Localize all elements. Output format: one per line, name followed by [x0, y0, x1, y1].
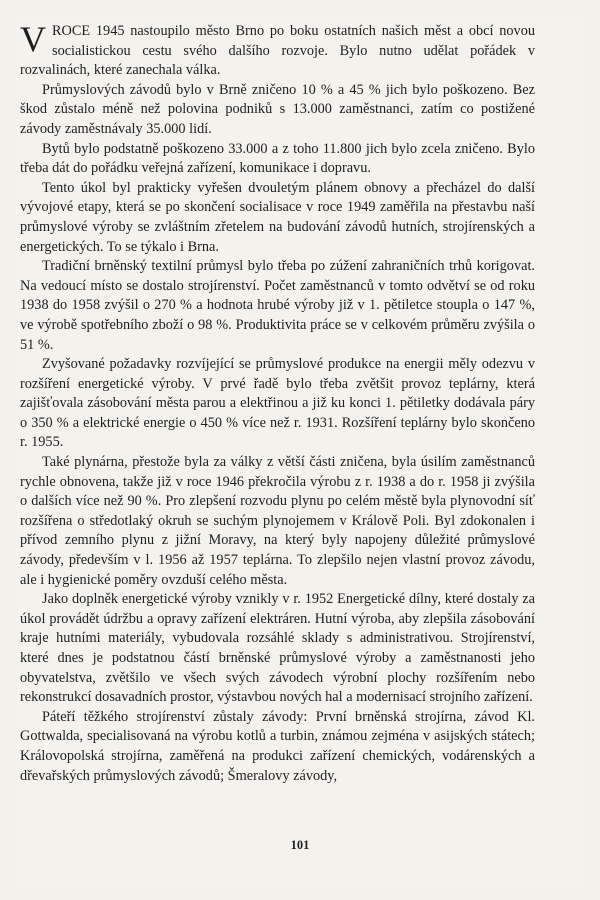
paragraph-1 — [20, 19, 535, 81]
page-number: 101 — [290, 838, 310, 852]
paragraph-6: Zvyšované požadavky rozvíjející se průmyslové produkce na energii měly odezvu v rozšíření energetické výroby. V prvé řadě bylo třeba zvětšit provoz teplárny, která zajišťovala zásobování města parou a elektřinou a již ku konci 1. pětiletky dodávala páry o 350 % a elektrické energie o 450 % více než r. 1931. Rozšíření teplárny bylo skončeno r. 1955. — [20, 356, 535, 451]
paragraph-8: Jako doplněk energetické výroby vznikly v r. 1952 Energetické dílny, které dostaly za úkol provádět údržbu a opravy zařízení elektráren. Hutní výroba, aby zlepšila zásobování kraje hutními materiály, vybudovala rozsáhlé sklady s administrativou. Strojírenství, které dnes je podstatnou částí brněnské průmyslové výroby a zaměstnanosti jeho obyvatelstva, zvětšilo ve všech svých závodech výrobní plochy rozšířením nebo rekonstrukcí dosavadních prostor, výstavbou nových hal a modernisací strojního zařízení. — [20, 591, 535, 706]
paragraph-9: Páteří těžkého strojírenství zůstaly závody: První brněnská strojírna, závod Kl. Gottwalda, specialisovaná na výrobu kotlů a turbin, známou zejména v asijských státech; Královopolská strojírna, zaměřená na produkci zařízení chemických, vodárenských a dřevařských průmyslových závodů; Šmeralovy závody, — [20, 708, 535, 784]
paragraph-7: Také plynárna, přestože byla za války z větší části zničena, byla úsilím zaměstnanců rychle obnovena, takže již v roce 1946 překročila výrobu z r. 1938 a do r. 1958 ji zvýšila o dalších více než 90 %. Pro zlepšení rozvodu plynu po celém městě byla plynovodní síť rozšířena o středotlaký okruh se suchým plynojemem v Králově Poli. Byl zdokonalen i přívod zemního plynu z jižní Moravy, na který byly napojeny důležité průmyslové závody, především v l. 1956 až 1957 teplárna. To zlepšilo nejen vlastní provoz závodu, ale i hygienické poměry ovzduší celého města. — [20, 454, 535, 588]
book-page — [14, 14, 586, 886]
drop-cap: V — [20, 19, 46, 59]
paragraph-2: Průmyslových závodů bylo v Brně zničeno 10 % a 45 % jich bylo poškozeno. Bez škod zůstalo méně než polovina podniků s 13.000 zaměstnanci, zatím co postižené závody zaměstnávaly 35.000 lidí. — [20, 81, 535, 137]
paragraph-3: Bytů bylo podstatně poškozeno 33.000 a z toho 11.800 jich bylo zcela zničeno. Bylo třeba dát do pořádku veřejná zařízení, komunikace i dopravu. — [20, 140, 535, 177]
paragraph-5: Tradiční brněnský textilní průmysl bylo třeba po zúžení zahraničních trhů korigovat. Na vedoucí místo se dostalo strojírenství. Počet zaměstnanců v tomto odvětví se od roku 1938 do 1958 zvýšil o 270 % a hodnota hrubé výroby již v 1. pětiletce stoupla o 147 %, ve výrobě spotřebního zboží o 98 %. Produktivita práce se v celkovém průměru zvýšila o 51 %. — [20, 258, 535, 353]
paragraph-1-text: ROCE 1945 nastoupilo město Brno po boku ostatních našich měst a obcí novou socialistickou cestu svého dalšího rozvoje. Bylo nutno udělat pořádek v rozvalinách, které zanechala válka. — [20, 23, 535, 79]
paragraph-4: Tento úkol byl prakticky vyřešen dvouletým plánem obnovy a přecházel do další vývojové etapy, která se po skončení socialisace v roce 1949 zaměřila na přestavbu naší průmyslové výroby se zvláštním zřetelem na budování závodů hutních, strojírenských a energetických. To se týkalo i Brna. — [20, 179, 535, 255]
body-text — [20, 19, 535, 786]
